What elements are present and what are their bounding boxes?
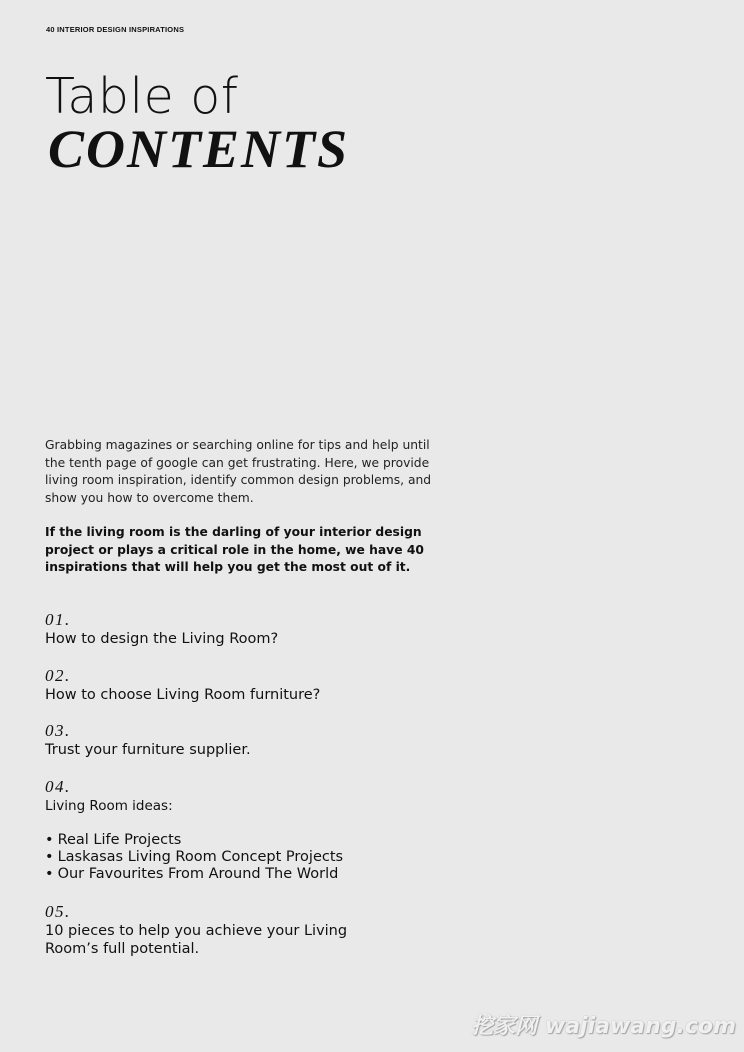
toc-item-01 (45, 610, 445, 648)
toc-item-03 (45, 721, 445, 759)
toc-number: 05. (45, 902, 71, 921)
running-header: 40 INTERIOR DESIGN INSPIRATIONS (46, 25, 185, 34)
toc-number: 01. (45, 610, 71, 629)
toc-title: How to design the Living Room? (45, 631, 279, 647)
toc-subitem-text: Laskasas Living Room Concept Projects (57, 849, 344, 865)
toc-title: 10 pieces to help you achieve your Living Room’s full potential. (45, 923, 348, 957)
bullet-icon: • (45, 832, 54, 848)
toc-item-05 (45, 902, 375, 958)
page-title-line1: Table of (45, 68, 239, 125)
toc-title: Trust your furniture supplier. (45, 742, 251, 758)
toc-number: 03. (45, 721, 71, 740)
toc-title: How to choose Living Room furniture? (45, 687, 321, 703)
toc-subitem (45, 849, 445, 866)
intro-bold-paragraph: If the living room is the darling of your interior design project or plays a critical role in the home, we have 40 inspirations that will help you get the most out of it. (45, 525, 424, 574)
toc-title: Living Room ideas: (45, 798, 173, 814)
intro-paragraph: Grabbing magazines or searching online for tips and help until the tenth page of google can get frustrating. Here, we provide living room inspiration, identify common design problems, and show you how to overcome them. (45, 438, 432, 505)
bullet-icon: • (45, 849, 54, 865)
toc-subitem-text: Real Life Projects (57, 832, 182, 848)
toc-subitem (45, 866, 445, 883)
toc-item-04 (45, 777, 445, 883)
watermark: 挖家网 wajiawang.com (471, 1014, 736, 1039)
page-title-line2: CONTENTS (48, 119, 350, 179)
toc-item-02 (45, 666, 445, 704)
bullet-icon: • (45, 866, 54, 882)
toc-number: 02. (45, 666, 71, 685)
toc-number: 04. (45, 777, 71, 796)
toc-subitem-list (45, 832, 445, 883)
toc-subitem (45, 832, 445, 849)
toc-subitem-text: Our Favourites From Around The World (57, 866, 339, 882)
